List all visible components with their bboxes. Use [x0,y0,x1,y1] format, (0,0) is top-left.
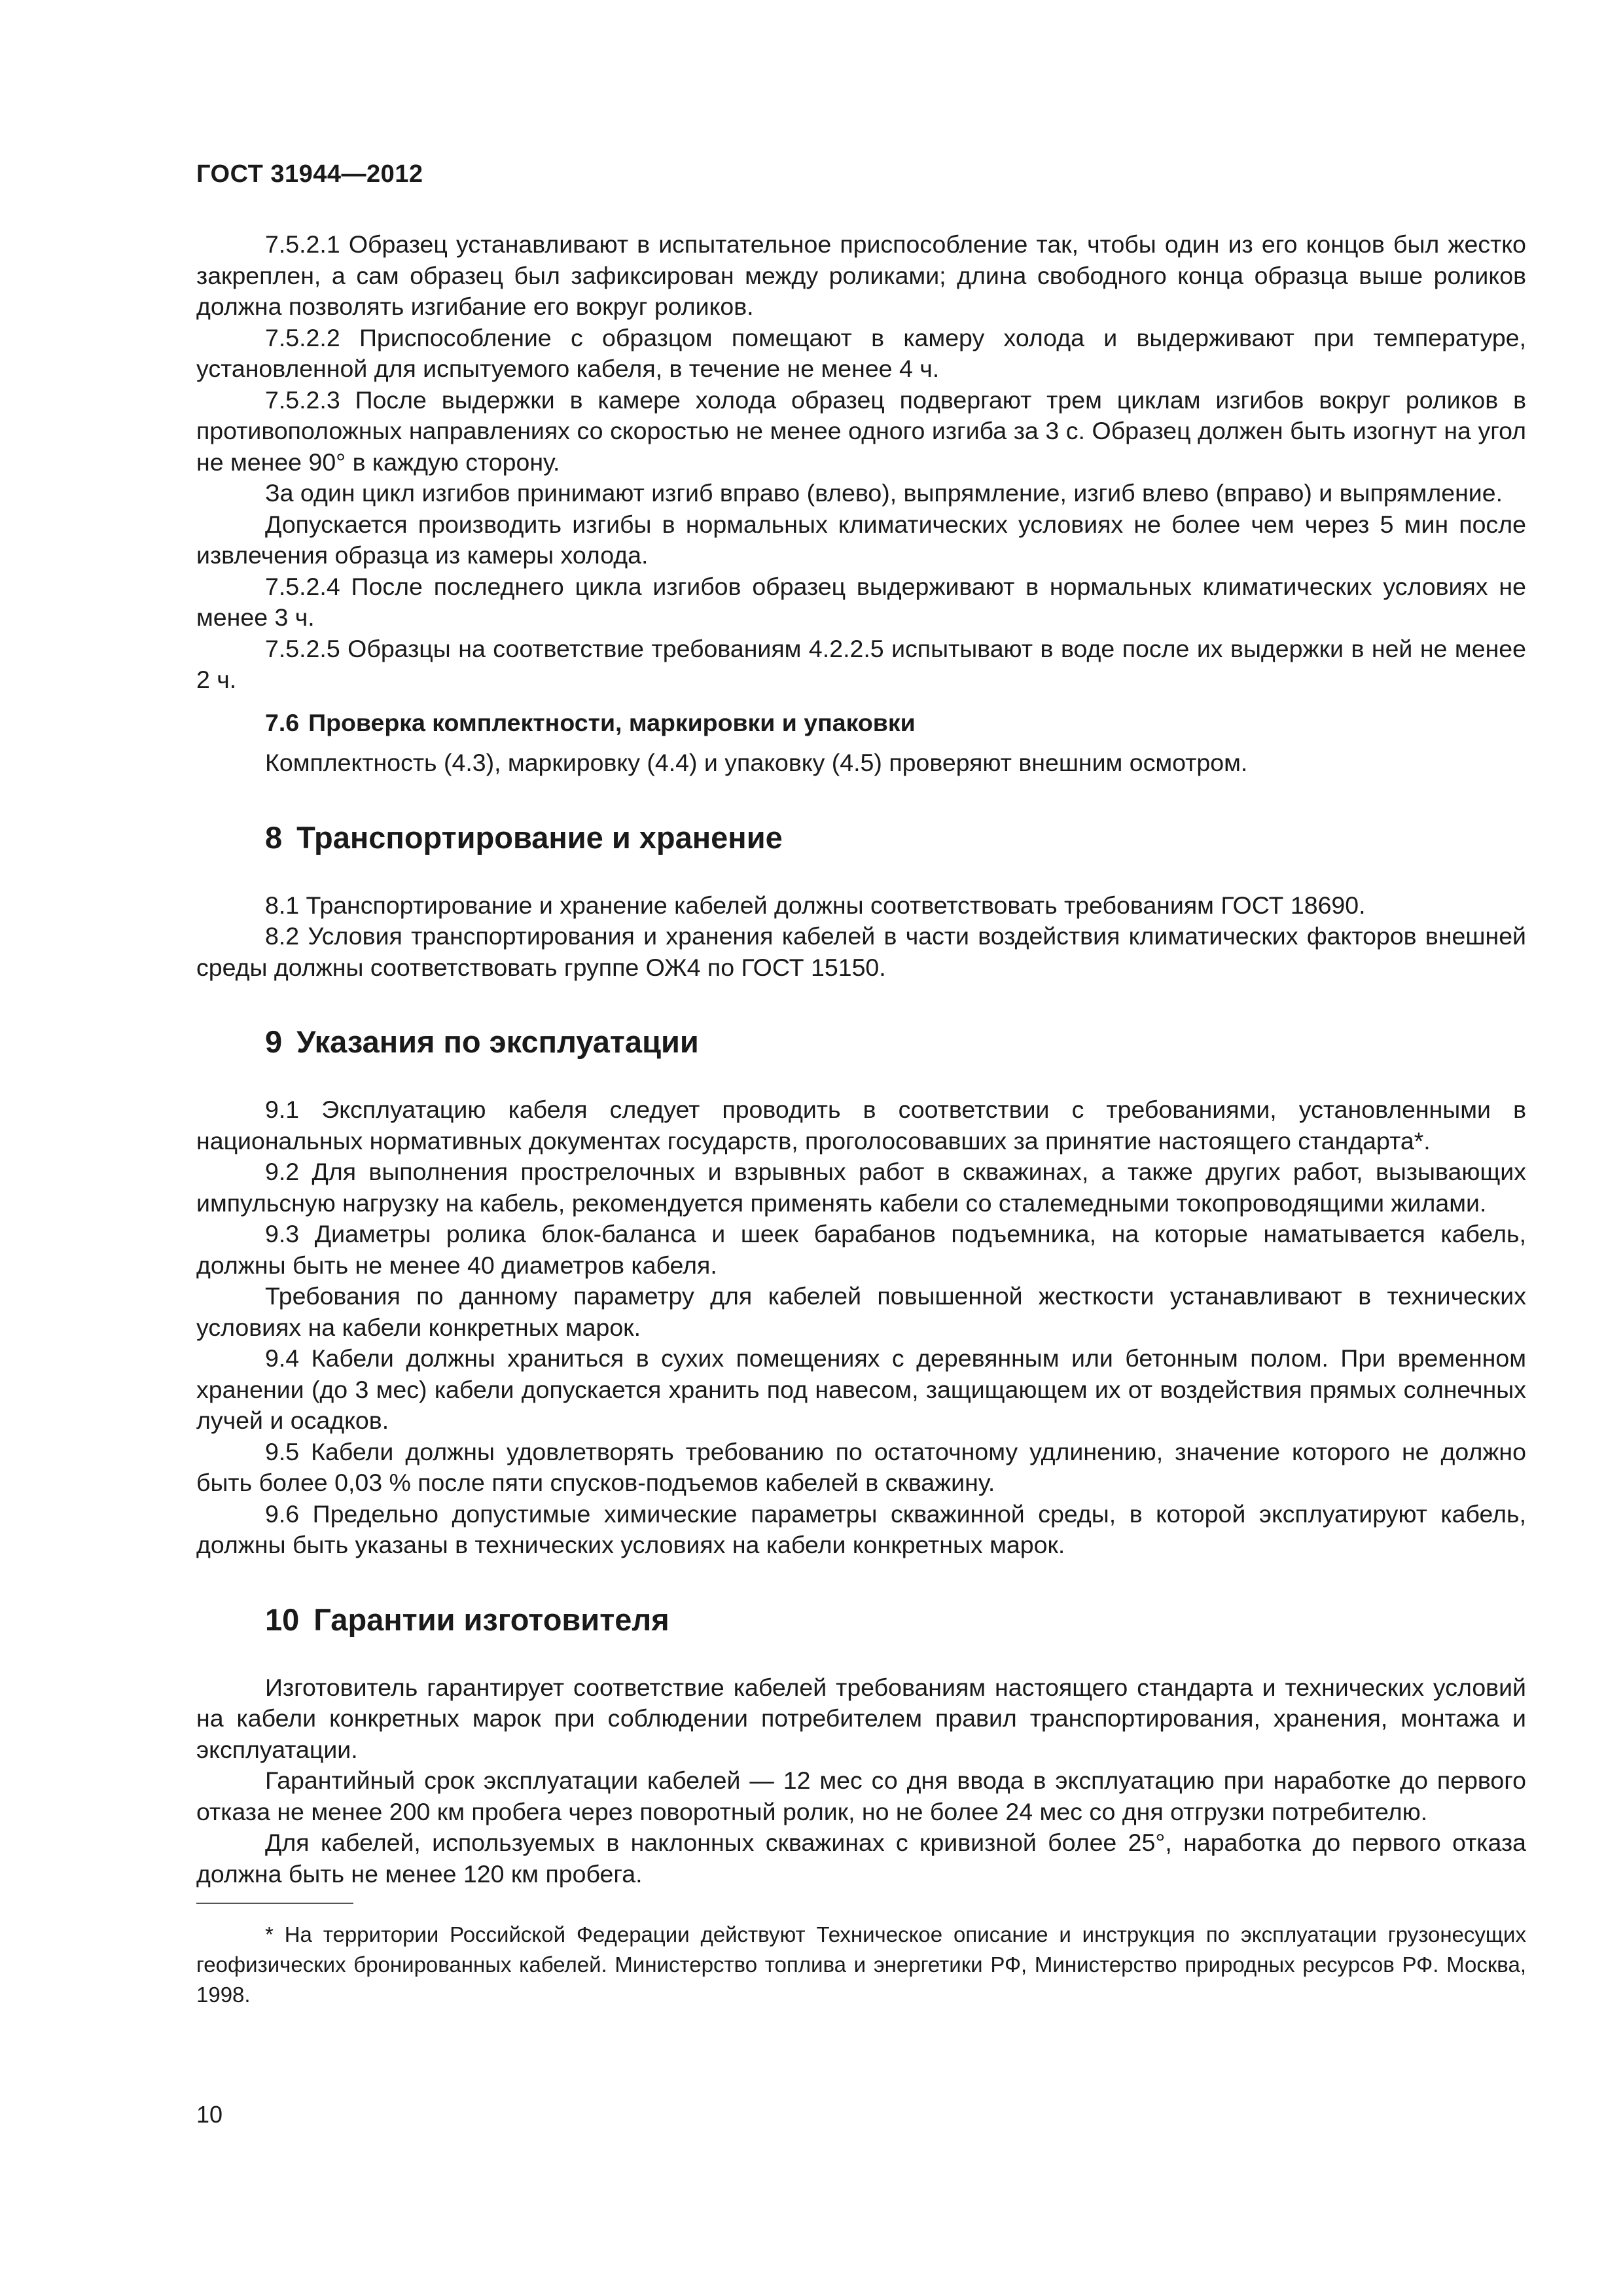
section-title: Транспортирование и хранение [296,819,783,855]
document-header: ГОСТ 31944—2012 [196,160,423,188]
paragraph-7-5-2-4: 7.5.2.4 После последнего цикла изгибов образец выдерживают в нормальных климатических условиях не менее 3 ч. [196,572,1526,631]
paragraph-bend-normal-conditions: Допускается производить изгибы в нормальных климатических условиях не более чем через 5 мин после извлечения образца из камеры холода. [196,510,1526,569]
paragraph-7-6: Комплектность (4.3), маркировку (4.4) и упаковку (4.5) проверяют внешним осмотром. [265,749,1248,776]
section-title: Указания по эксплуатации [296,1024,699,1059]
section-heading-8 [196,819,1526,856]
paragraph-9-4: 9.4 Кабели должны храниться в сухих помещениях с деревянным или бетонным полом. При временном хранении (до 3 мес) кабели допускается хранить под навесом, защищающем их от воздействия прямых солнечных лучей и осадков. [196,1344,1526,1434]
paragraph-9-1: 9.1 Эксплуатацию кабеля следует проводить в соответствии с требованиями, установленными в национальных нормативных документах государств, проголосовавших за принятие настоящего стандарта*. [196,1096,1526,1155]
paragraph-9-3-stiffness: Требования по данному параметру для кабелей повышенной жесткости устанавливают в технических условиях на кабели конкретных марок. [196,1282,1526,1341]
paragraph-10-warranty: Изготовитель гарантирует соответствие кабелей требованиям настоящего стандарта и технических условий на кабели конкретных марок при соблюдении потребителем правил транспортирования, хранения, монтажа и эксплуатации. [196,1673,1526,1763]
paragraph-10-inclined-wells: Для кабелей, используемых в наклонных скважинах с кривизной более 25°, наработка до первого отказа должна быть не менее 120 км пробега. [196,1829,1526,1888]
section-number: 9 [265,1024,283,1059]
paragraph-bend-cycle: За один цикл изгибов принимают изгиб вправо (влево), выпрямление, изгиб влево (вправо) и выпрямление. [265,479,1503,507]
section-title: Гарантии изготовителя [313,1602,669,1637]
page-number: 10 [196,2101,223,2128]
page-content [196,229,1526,2010]
section-heading-9 [196,1024,1526,1060]
section-number: 8 [265,819,283,855]
subsection-number: 7.6 [265,708,300,736]
section-heading-10 [196,1602,1526,1638]
paragraph-7-5-2-2: 7.5.2.2 Приспособление с образцом помещают в камеру холода и выдерживают при температуре, установленной для испытуемого кабеля, в течение не менее 4 ч. [196,323,1526,382]
paragraph-7-5-2-3: 7.5.2.3 После выдержки в камере холода образец подвергают трем циклам изгибов вокруг роликов в противоположных направлениях со скоростью не менее одного изгиба за 3 с. Образец должен быть изогнут на угол не менее 90° в каждую сторону. [196,386,1526,476]
footnote: * На территории Российской Федерации действуют Техническое описание и инструкция по эксплуатации грузонесущих геофизических бронированных кабелей. Министерство топлива и энергетики РФ, Министерство природных ресурсов РФ. Москва, 1998. [196,1922,1526,2007]
paragraph-9-5: 9.5 Кабели должны удовлетворять требованию по остаточному удлинению, значение которого не должно быть более 0,03 % после пяти спусков-подъемов кабелей в скважину. [196,1437,1526,1496]
paragraph-8-1: 8.1 Транспортирование и хранение кабелей должны соответствовать требованиям ГОСТ 18690. [265,891,1366,919]
document-page [196,0,1526,2296]
paragraph-9-2: 9.2 Для выполнения прострелочных и взрывных работ в скважинах, а также других работ, вызывающих импульсную нагрузку на кабель, рекомендуется применять кабели со сталемедными токопроводящими жилами. [196,1158,1526,1217]
paragraph-10-period: Гарантийный срок эксплуатации кабелей — 12 мес со дня ввода в эксплуатацию при наработке до первого отказа не менее 200 км пробега через поворотный ролик, но не более 24 мес со дня отгрузки потребителю. [196,1767,1526,1825]
subsection-title: Проверка комплектности, маркировки и упаковки [308,708,916,736]
paragraph-9-3: 9.3 Диаметры ролика блок-баланса и шеек барабанов подъемника, на которые наматывается кабель, должны быть не менее 40 диаметров кабеля. [196,1220,1526,1279]
paragraph-7-5-2-1: 7.5.2.1 Образец устанавливают в испытательное приспособление так, чтобы один из его концов был жестко закреплен, а сам образец был зафиксирован между роликами; длина свободного конца образца выше роликов должна позволять изгибание его вокруг роликов. [196,230,1526,320]
section-number: 10 [265,1602,300,1637]
paragraph-8-2: 8.2 Условия транспортирования и хранения кабелей в части воздействия климатических факторов внешней среды должны соответствовать группе ОЖ4 по ГОСТ 15150. [196,922,1526,981]
footnote-divider [196,1903,353,1904]
paragraph-7-5-2-5: 7.5.2.5 Образцы на соответствие требованиям 4.2.2.5 испытывают в воде после их выдержки в ней не менее 2 ч. [196,634,1526,693]
subsection-heading-7-6 [196,708,1526,739]
paragraph-9-6: 9.6 Предельно допустимые химические параметры скважинной среды, в которой эксплуатируют кабель, должны быть указаны в технических условиях на кабели конкретных марок. [196,1499,1526,1558]
